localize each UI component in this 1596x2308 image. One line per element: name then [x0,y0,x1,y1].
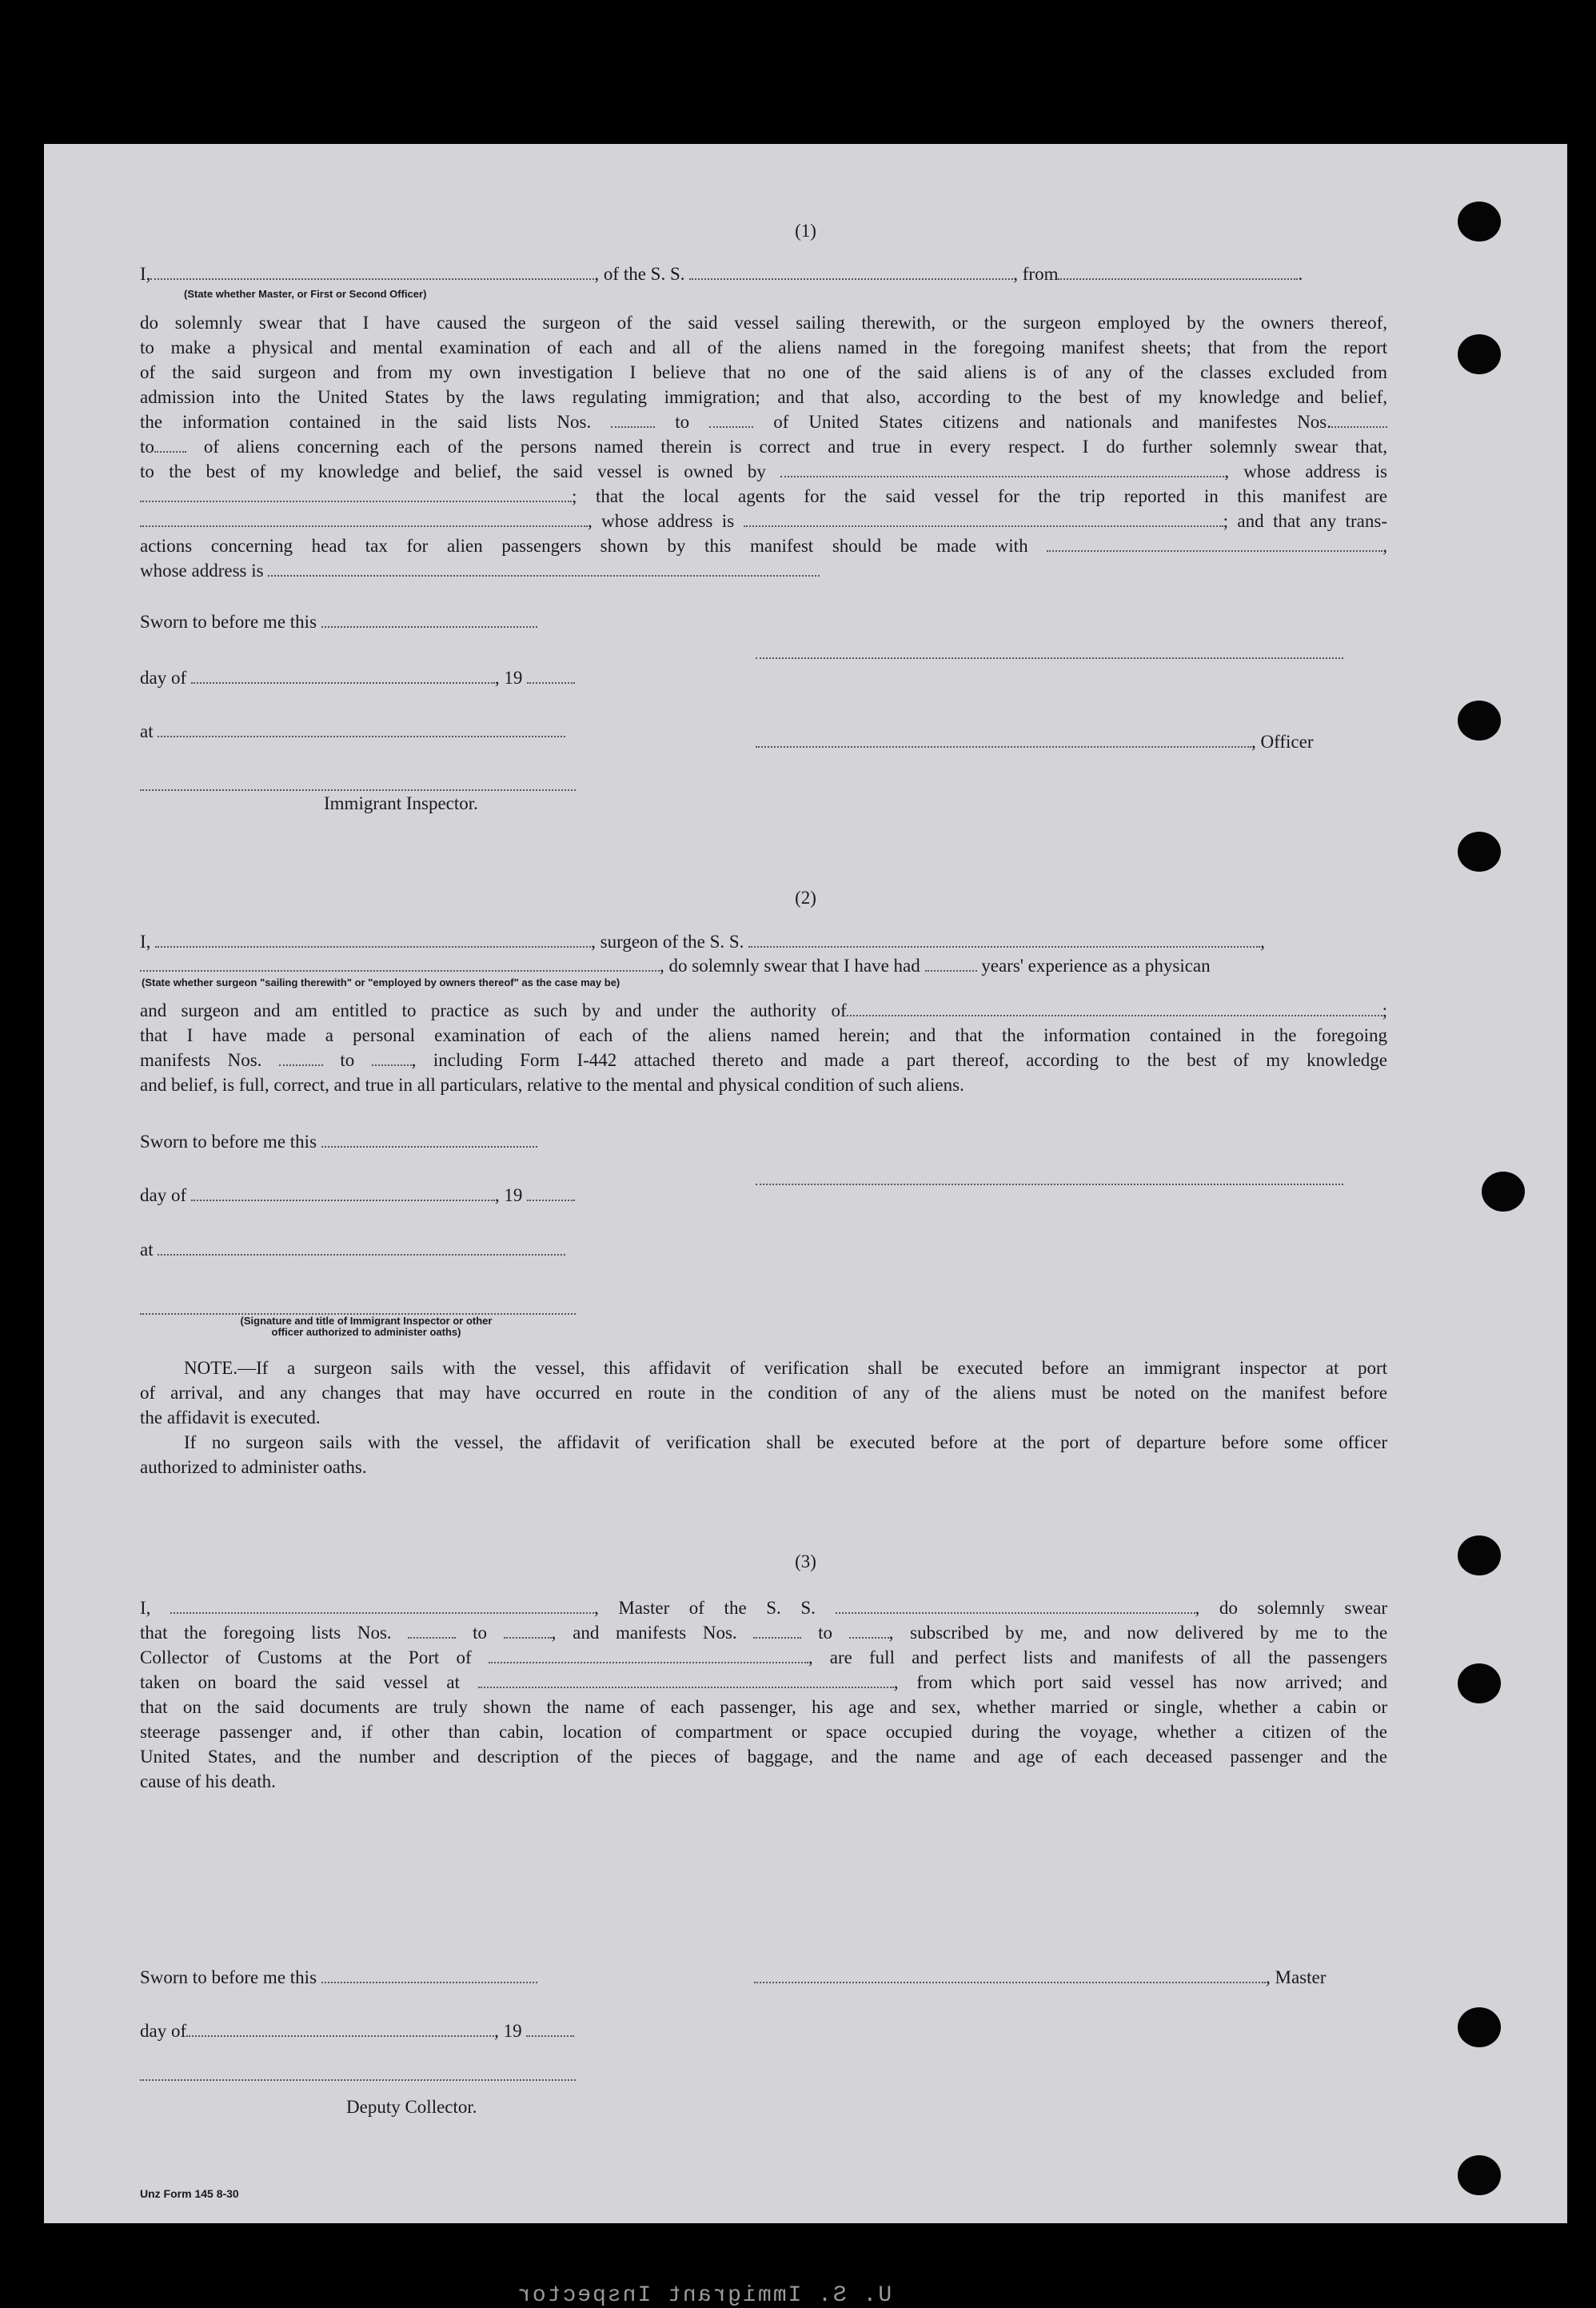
binder-hole [1458,701,1501,741]
faint-stamp: U. S. Immigrant Inspector [516,2283,892,2308]
section-2-signature-note: (Signature and title of Immigrant Inspector or other officer authorized to administer oaths) [240,1315,493,1338]
binder-hole [1458,1535,1501,1575]
section-2-note: NOTE.—If a surgeon sails with the vessel, this affidavit of verification shall be executed before an immigrant inspector at port of arrival, and any changes that may have occurred en route in the condition of any of the aliens must be noted on the manifest before the affidavit is executed. If no surgeon sails with the vessel, the affidavit of verification shall be executed before at the port of departure before some officer authorized to administer oaths. [140,1358,1387,1477]
section-1-at: at [140,721,565,742]
section-3-day: day of , 19 [140,2021,574,2042]
binder-hole [1458,1663,1501,1703]
section-2-line-1: I, , surgeon of the S. S. , [140,932,1265,952]
section-1-inspector: Immigrant Inspector. [324,793,478,813]
section-3-sworn: Sworn to before me this [140,1967,537,1988]
binder-hole [1458,2155,1501,2195]
binder-hole [1458,2007,1501,2047]
section-2-sworn: Sworn to before me this [140,1132,537,1152]
binder-hole [1458,832,1501,872]
section-3-paragraph: I, , Master of the S. S. , do solemnly swear that the foregoing lists Nos. to , and manifests Nos. to , subscribed by me, and now delivered by me to the Collector of Customs at the Port of , are full and perfect lists and manifests of all the passengers taken on board the said vessel at , from which port said vessel has now arrived; and that on the said documents are truly shown the name of each passenger, his age and sex, whether married or single, whether a cabin or steerage passenger and, if other than cabin, location of compartment or space occupied during the voyage, whether a citizen of the United States, and the number and description of the pieces of baggage, and the name and age of each deceased passenger and the cause of his death. [140,1598,1388,1791]
section-1-master-signature-line [756,656,1343,659]
binder-hole [1458,334,1501,374]
section-1-line-1: I, , of the S. S. , from . [140,264,1303,284]
section-3-deputy-line [140,2078,576,2081]
section-1-sworn: Sworn to before me this [140,612,537,633]
binder-hole [1482,1172,1525,1212]
section-2-paragraph: and surgeon and am entitled to practice as such by and under the authority of ; that I have made a personal examination of each of the aliens named herein; and that the information contained in the foregoing manifests Nos. to , including Form I-442 attached thereto and made a part thereof, according to the best of my knowledge and belief, is full, correct, and true in all particulars, relative to the mental and physical condition of such aliens. [140,1000,1388,1095]
section-3-master: , Master [754,1967,1326,1988]
section-2-at: at [140,1240,565,1260]
binder-hole [1458,202,1501,242]
section-3-deputy: Deputy Collector. [346,2097,477,2117]
section-2-line-2: , do solemnly swear that I have had years' experience as a physican [140,956,1387,976]
section-1-day: day of , 19 [140,668,575,689]
section-1-number: (1) [795,221,816,241]
section-1-inspector-line [140,788,576,791]
section-1-paragraph: do solemnly swear that I have caused the surgeon of the said vessel sailing therewith, or the surgeon employed by the owners thereof, to make a physical and mental examination of each and all of the aliens named in the foregoing manifest sheets; that from the report of the said surgeon and from my own investigation I believe that no one of the said aliens is of any of the classes excluded from admission into the United States by the laws regulating immigration; and that also, according to the best of my knowledge and belief, the information contained in the said lists Nos. to of United States citizens and nationals and manifestes Nos. to of aliens concerning each of the persons named therein is correct and true in every respect. I do further solemnly swear that, to the best of my knowledge and belief, the said vessel is owned by , whose address is ; that the local agents for the said vessel for the trip reported in this manifest are , whose address is ; and that any trans- actions concerning head tax for alien passengers shown by this manifest should be made with , whose address is [140,313,1387,581]
section-2-surgeon-signature-line [756,1182,1343,1185]
section-2-day: day of , 19 [140,1185,575,1206]
section-1-officer-note: (State whether Master, or First or Second Officer) [184,288,427,300]
section-2-number: (2) [795,888,816,908]
section-1-officer: , Officer [756,732,1313,753]
section-3-number: (3) [795,1551,816,1571]
section-2-surgeon-note: (State whether surgeon "sailing therewith" or "employed by owners thereof" as the case may be) [142,976,620,988]
form-number: Unz Form 145 8-30 [140,2187,239,2200]
document-sheet [44,144,1567,2308]
